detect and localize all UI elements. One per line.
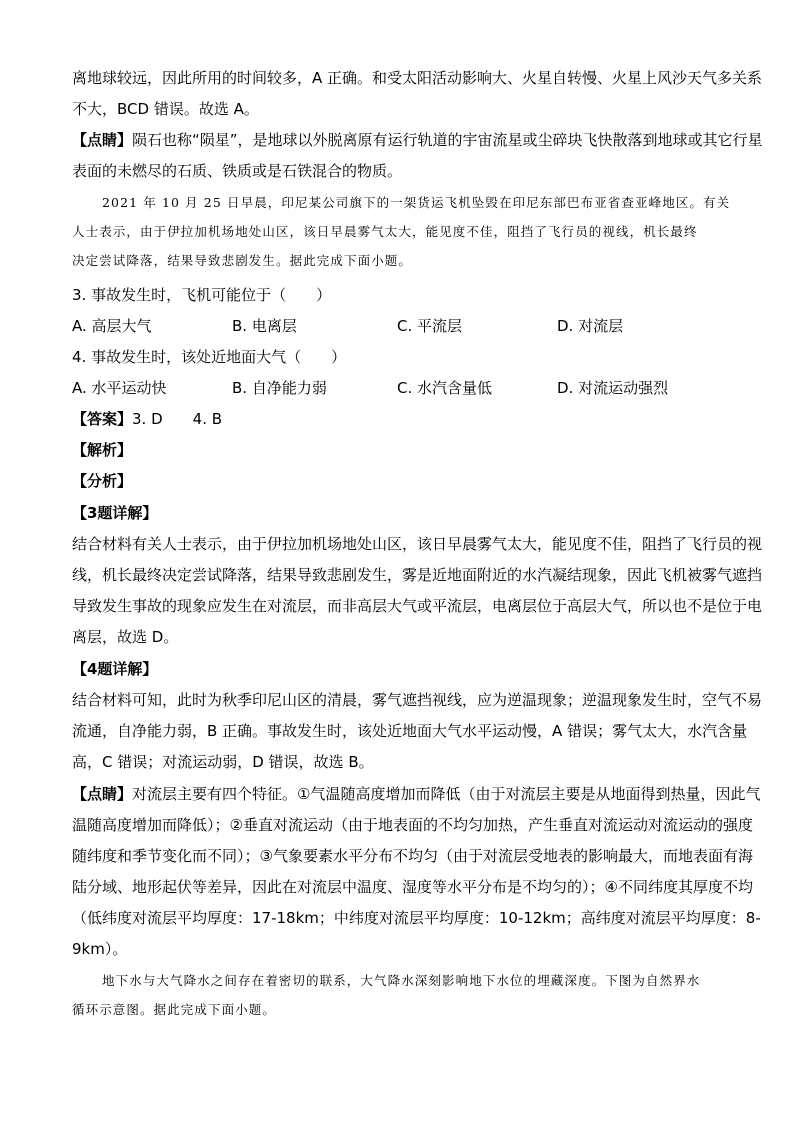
text-line: 流通，自净能力弱，B 正确。事故发生时，该处近地面大气水平运动慢，A 错误；雾气太大，水汽含量	[72, 722, 748, 740]
option-d: D. 对流层	[557, 317, 624, 335]
question-3-options	[72, 311, 722, 342]
option-b: B. 自净能力弱	[232, 379, 327, 397]
answer-tag: 【答案】	[72, 410, 133, 428]
question-3	[72, 280, 722, 311]
material-paragraph-1	[72, 188, 731, 275]
text-line: 温随高度增加而降低）；②垂直对流运动（由于地表面的不均匀加热，产生垂直对流运动对流运动的强度	[72, 816, 753, 834]
option-d: D. 对流运动强烈	[557, 379, 669, 397]
tip-paragraph-1	[72, 125, 763, 187]
text-line: 陆分域、地形起伏等差异，因此在对流层中温度、湿度等水平分布是不均匀的）；④不同纬度其厚度不均	[72, 878, 753, 896]
material-paragraph-2	[72, 966, 722, 1024]
text-line: 地下水与大气降水之间存在着密切的联系，大气降水深刻影响地下水位的埋藏深度。下图为自然界水	[102, 973, 701, 988]
text-line: 陨石也称“陨星”，是地球以外脱离原有运行轨道的宇宙流星或尘碎块飞快散落到地球或其它行星	[132, 131, 763, 149]
option-c: C. 水汽含量低	[397, 379, 493, 397]
detail-4	[72, 654, 763, 778]
fenxi-heading	[72, 466, 722, 497]
text-line: 2021 年 10 月 25 日早晨，印尼某公司旗下的一架货运飞机坠毁在印尼东部巴布亚省查亚峰地区。有关	[102, 195, 731, 210]
text-line: 对流层主要有四个特征。①气温随高度增加而降低（由于对流层主要是从地面得到热量，因此气	[132, 785, 761, 803]
text-line: 随纬度和季节变化而不同）；③气象要素水平分布不均匀（由于对流层受地表的影响最大，而地表面有海	[72, 847, 753, 865]
tip-paragraph-2	[72, 779, 761, 965]
tip-tag: 【点睛】	[72, 131, 133, 149]
detail-tag: 【4题详解】	[72, 660, 158, 678]
text-line: 人士表示，由于伊拉加机场地处山区，该日早晨雾气太大，能见度不佳，阻挡了飞行员的视线，机长最终	[72, 224, 698, 239]
text-line: 不大，BCD 错误。故选 A。	[72, 100, 259, 118]
text-line: 导致发生事故的现象应发生在对流层，而非高层大气或平流层，电离层位于高层大气，所以也不是位于电	[72, 597, 763, 615]
text-line: 结合材料可知，此时为秋季印尼山区的清晨，雾气遮挡视线，应为逆温现象；逆温现象发生时，空气不易	[72, 691, 763, 709]
analysis-heading	[72, 435, 722, 466]
option-c: C. 平流层	[397, 317, 463, 335]
text-line: 离地球较远，因此所用的时间较多，A 正确。和受太阳活动影响大、火星自转慢、火星上风沙天气多关系	[72, 69, 763, 87]
option-a: A. 水平运动快	[72, 379, 167, 397]
answer-line	[72, 404, 722, 435]
text-line: 线，机长最终决定尝试降落，结果导致悲剧发生，雾是近地面附近的水汽凝结现象，因此飞机被雾气遮挡	[72, 566, 763, 584]
fenxi-tag: 【分析】	[72, 472, 133, 490]
tip-tag: 【点睛】	[72, 785, 133, 803]
question-4-options	[72, 373, 722, 404]
question-4	[72, 342, 722, 373]
detail-3	[72, 498, 763, 653]
option-a: A. 高层大气	[72, 317, 152, 335]
question-stem: 4. 事故发生时，该处近地面大气（ ）	[72, 348, 347, 366]
text-line: 决定尝试降落，结果导致悲剧发生。据此完成下面小题。	[72, 253, 413, 268]
intro-paragraph	[72, 63, 763, 125]
question-stem: 3. 事故发生时，飞机可能位于（ ）	[72, 286, 332, 304]
option-b: B. 电离层	[232, 317, 297, 335]
detail-tag: 【3题详解】	[72, 504, 158, 522]
text-line: （低纬度对流层平均厚度：17-18km；中纬度对流层平均厚度：10-12km；高纬度对流层平均厚度：8-	[72, 909, 761, 927]
answer-text: 3. D 4. B	[132, 410, 223, 428]
text-line: 离层，故选 D。	[72, 628, 179, 646]
text-line: 9km）。	[72, 940, 128, 958]
text-line: 高，C 错误；对流运动弱，D 错误，故选 B。	[72, 753, 374, 771]
text-line: 结合材料有关人士表示，由于伊拉加机场地处山区，该日早晨雾气太大，能见度不佳，阻挡了飞行员的视	[72, 535, 763, 553]
text-line: 表面的未燃尽的石质、铁质或是石铁混合的物质。	[72, 162, 403, 180]
analysis-tag: 【解析】	[72, 441, 133, 459]
text-line: 循环示意图。据此完成下面小题。	[72, 1002, 277, 1017]
